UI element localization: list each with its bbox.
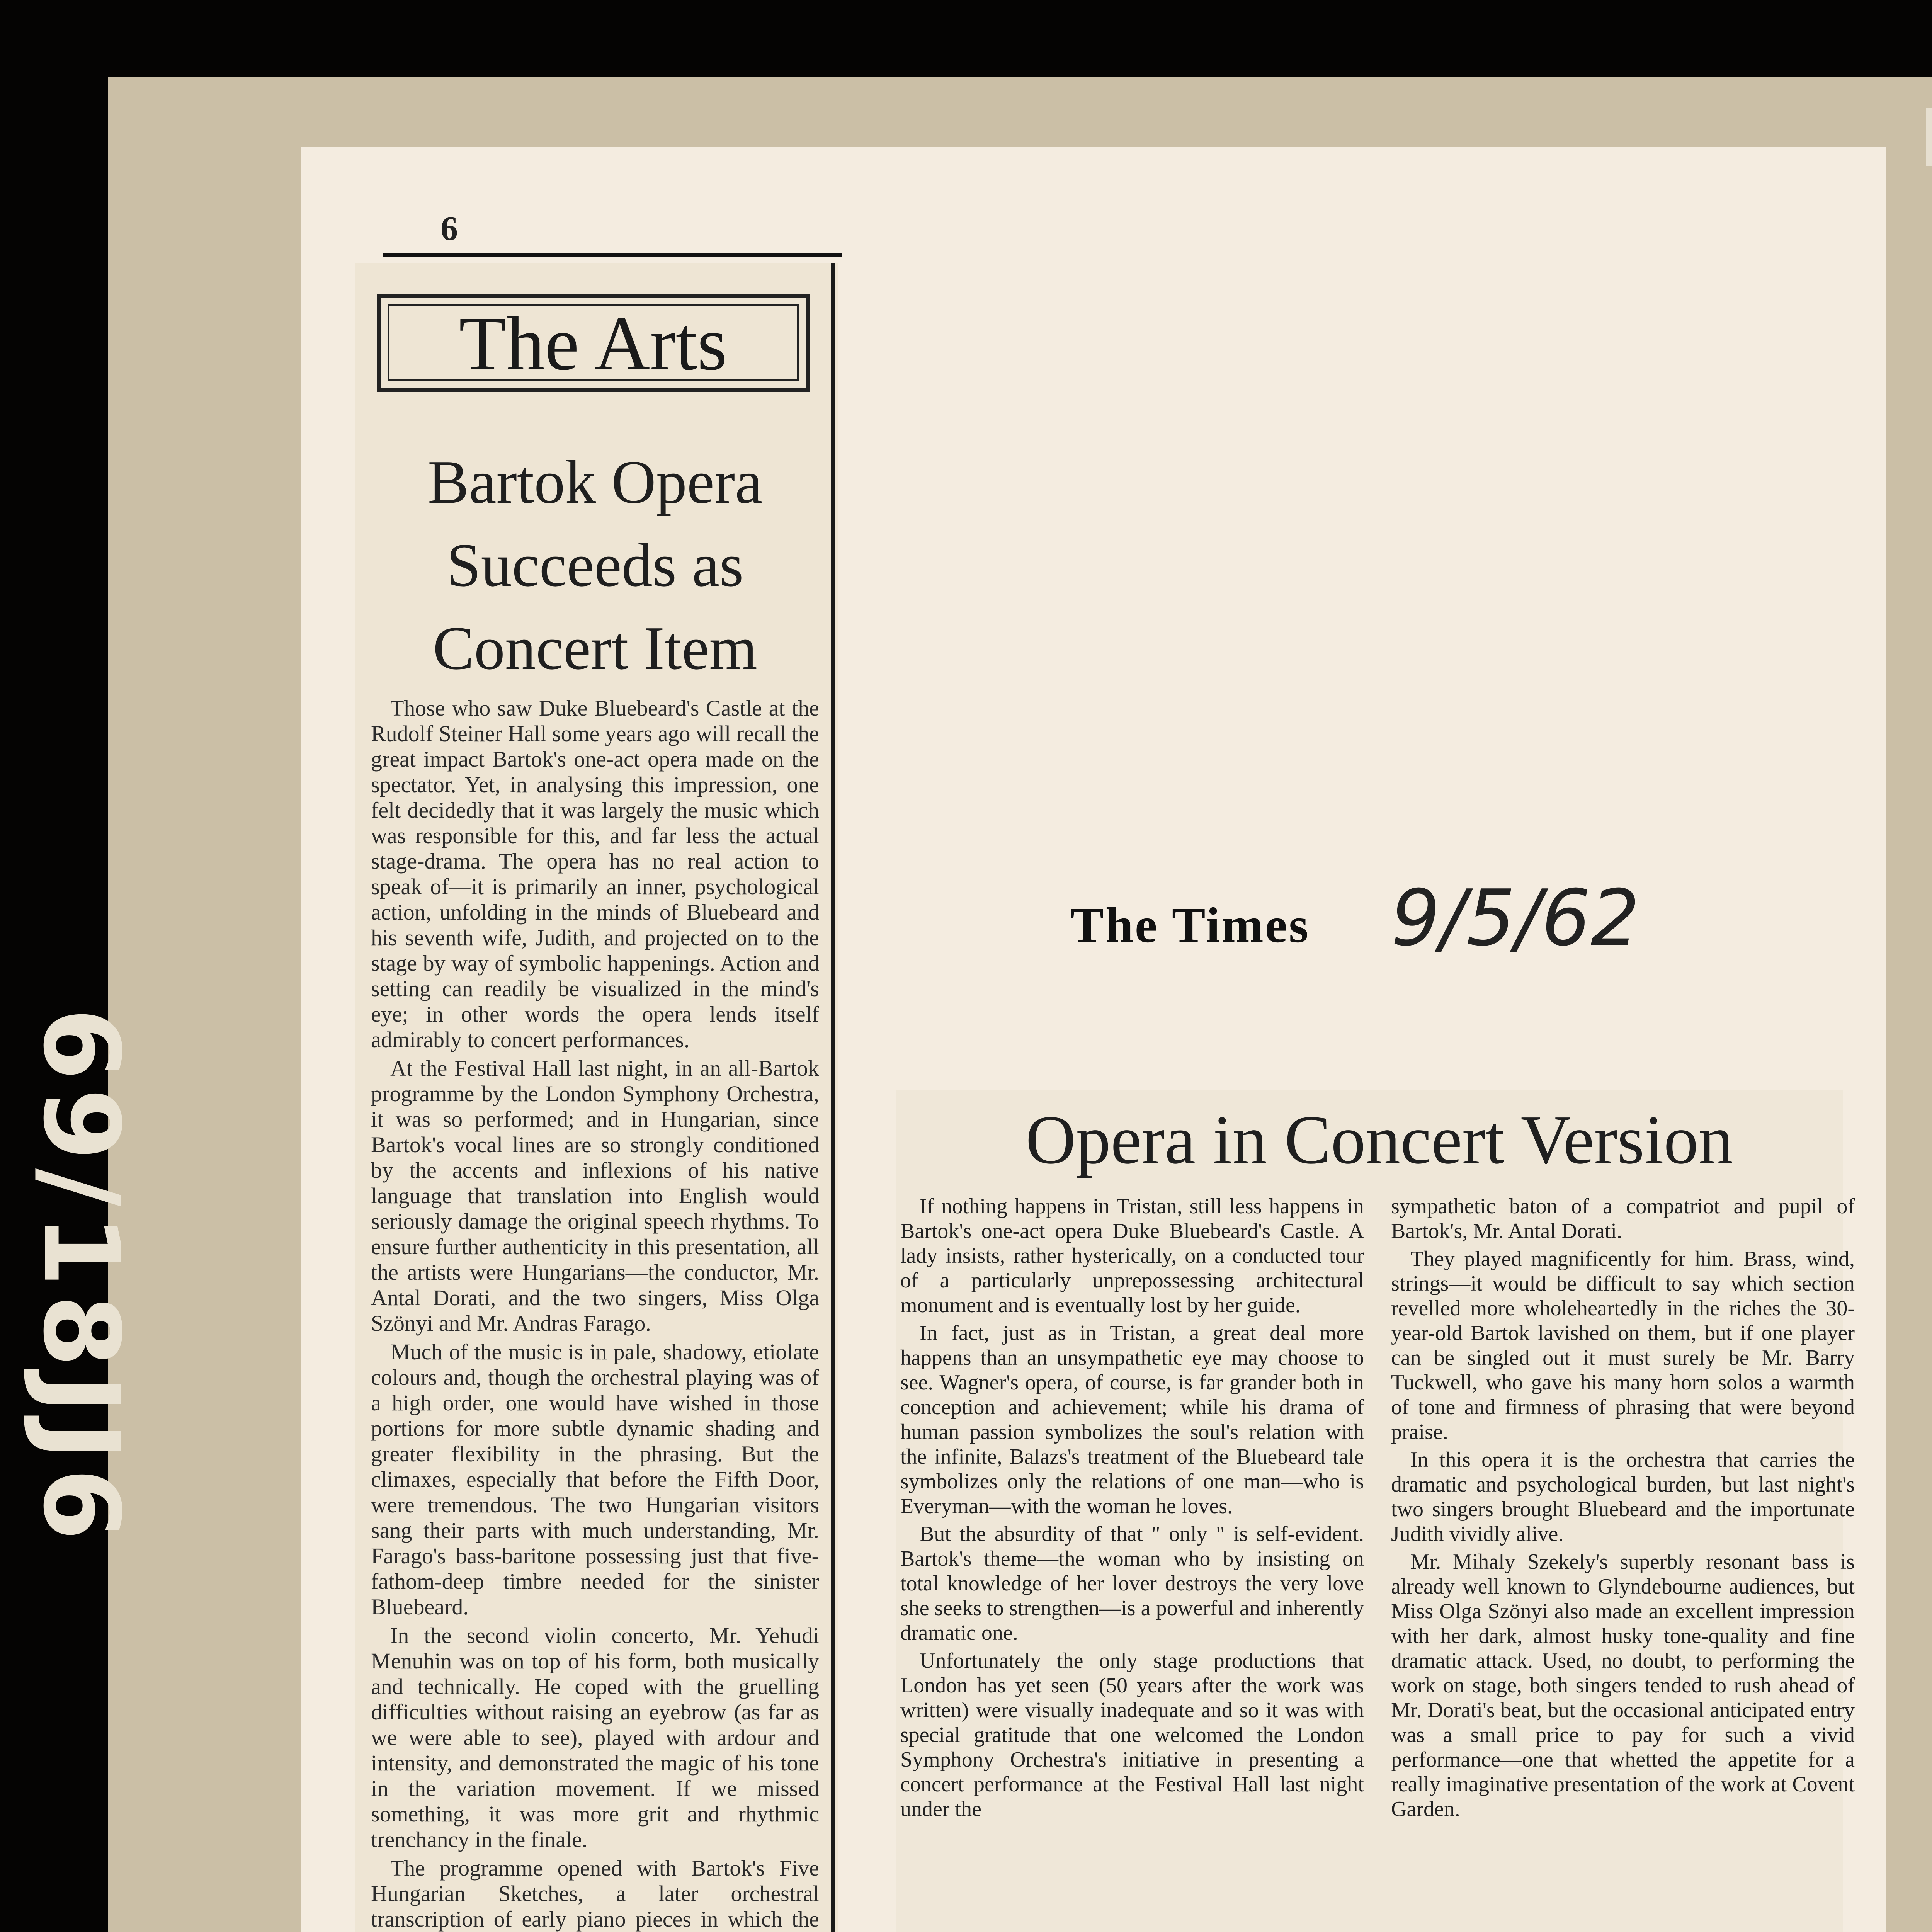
registration-mark	[1926, 108, 1932, 166]
article-paragraph: But the absurdity of that " only " is self-evident. Bartok's theme—the woman who by insisting on total knowledge of her lover destroys the very love she seeks to strengthen—is a powerful and inherently dramatic one.	[900, 1522, 1364, 1645]
article-paragraph: Mr. Mihaly Szekely's superbly resonant bass is already well known to Glyndebourne audiences, but Miss Olga Szönyi also made an excellent impression with her dark, almost husky tone-quality and fine dramatic attack. Used, no doubt, to performing the work on stage, both singers tended to rush ahead of Mr. Dorati's beat, but the occasional anticipated entry was a small price to pay for such a vivid performance—one that whetted the appetite for a really imaginative presentation of the work at Covent Garden.	[1391, 1550, 1855, 1821]
headline-line: Concert Item	[433, 614, 757, 682]
article-paragraph: The programme opened with Bartok's Five Hungarian Sketches, a later orchestral transcription of early piano pieces in which the	[371, 1855, 819, 1932]
article-paragraph: Much of the music is in pale, shadowy, etiolate colours and, though the orchestral playing was of a high order, one would have wished in those portions for more subtle dynamic shading and greater flexibility in the phrasing. But the climaxes, especially that before the Fifth Door, were tremendous. The two Hungarian visitors sang their parts with much understanding, Mr. Farago's bass-baritone possessing just that five-fathom-deep timbre needed for the sinister Bluebeard.	[371, 1339, 819, 1619]
article-paragraph: If nothing happens in Tristan, still less happens in Bartok's one-act opera Duke Bluebeard's Castle. A lady insists, rather hysterically, on a conducted tour of a particularly unprepossessing architectural monument and is eventually lost by her guide.	[900, 1194, 1364, 1317]
handwritten-number-text: 69/18JJ6	[20, 1008, 142, 1548]
right-article-column-2	[1391, 1194, 1855, 1825]
section-title: The Arts	[459, 301, 728, 386]
article-paragraph: In the second violin concerto, Mr. Yehudi Menuhin was on top of his form, both musically and technically. He coped with the gruelling difficulties without raising an eyebrow (as far as we were able to see), played with ardour and intensity, and demonstrated the magic of his tone in the variation movement. If we missed something, it was more grit and rhythmic trenchancy in the finale.	[371, 1623, 819, 1852]
section-title-box	[377, 294, 810, 392]
handwritten-date: 9/5/62	[1391, 873, 1640, 963]
left-article-body	[371, 696, 819, 1932]
column-rule	[831, 263, 835, 1932]
newspaper-masthead	[1070, 896, 1310, 954]
headline-line: Succeeds as	[446, 531, 744, 599]
article-paragraph: They played magnificently for him. Brass, wind, strings—it would be difficult to say which section revelled more wholeheartedly in the riches the 30-year-old Bartok lavished on them, but if one player can be singled out it must surely be Mr. Barry Tuckwell, who gave his many horn solos a warmth of tone and firmness of phrasing that were beyond praise.	[1391, 1247, 1855, 1444]
article-paragraph: In fact, just as in Tristan, a great deal more happens than an unsympathetic eye may choose to see. Wagner's opera, of course, is far grander both in conception and achievement; while his drama of human passion symbolizes the soul's relation with the infinite, Balazs's treatment of the Bluebeard tale symbolizes only the relations of one man—who is Everyman—with the woman he loves.	[900, 1321, 1364, 1518]
top-rule	[383, 253, 842, 257]
article-paragraph: Unfortunately the only stage productions that London has yet seen (50 years after the work was written) were visually inadequate and so it was with special gratitude that one welcomed the London Symphony Orchestra's initiative in presenting a concert performance at the Festival Hall last night under the	[900, 1649, 1364, 1821]
article-paragraph: At the Festival Hall last night, in an all-Bartok programme by the London Symphony Orchestra, it was so performed; and in Hungarian, since Bartok's vocal lines are so strongly conditioned by the accents and inflexions of his native language that translation into English would seriously damage the original speech rhythms. To ensure further authenticity in this presentation, all the artists were Hungarians—the conductor, Mr. Antal Dorati, and the two singers, Miss Olga Szönyi and Mr. Andras Farago.	[371, 1056, 819, 1336]
article-paragraph: In this opera it is the orchestra that carries the dramatic and psychological burden, but last night's two singers brought Bluebeard and the importunate Judith vividly alive.	[1391, 1448, 1855, 1546]
page-number: 6	[440, 209, 458, 248]
article-paragraph: sympathetic baton of a compatriot and pupil of Bartok's, Mr. Antal Dorati.	[1391, 1194, 1855, 1243]
right-headline: Opera in Concert Version	[1026, 1101, 1733, 1178]
masthead-text: The Times	[1070, 898, 1310, 953]
headline-line: Bartok Opera	[427, 447, 763, 516]
handwritten-catalogue-number	[20, 831, 162, 1797]
left-headline	[371, 440, 819, 690]
right-article-column-1	[900, 1194, 1364, 1825]
article-paragraph: Those who saw Duke Bluebeard's Castle at the Rudolf Steiner Hall some years ago will recall the great impact Bartok's one-act opera made on the spectator. Yet, in analysing this impression, one felt decidedly that it was largely the music which was responsible for this, and far less the actual stage-drama. The opera has no real action to speak of—it is primarily an inner, psychological action, unfolding in the minds of Bluebeard and his seventh wife, Judith, and projected on to the stage by way of symbolic happenings. Action and setting can readily be visualized in the mind's eye; in other words the opera lends itself admirably to concert performances.	[371, 696, 819, 1052]
